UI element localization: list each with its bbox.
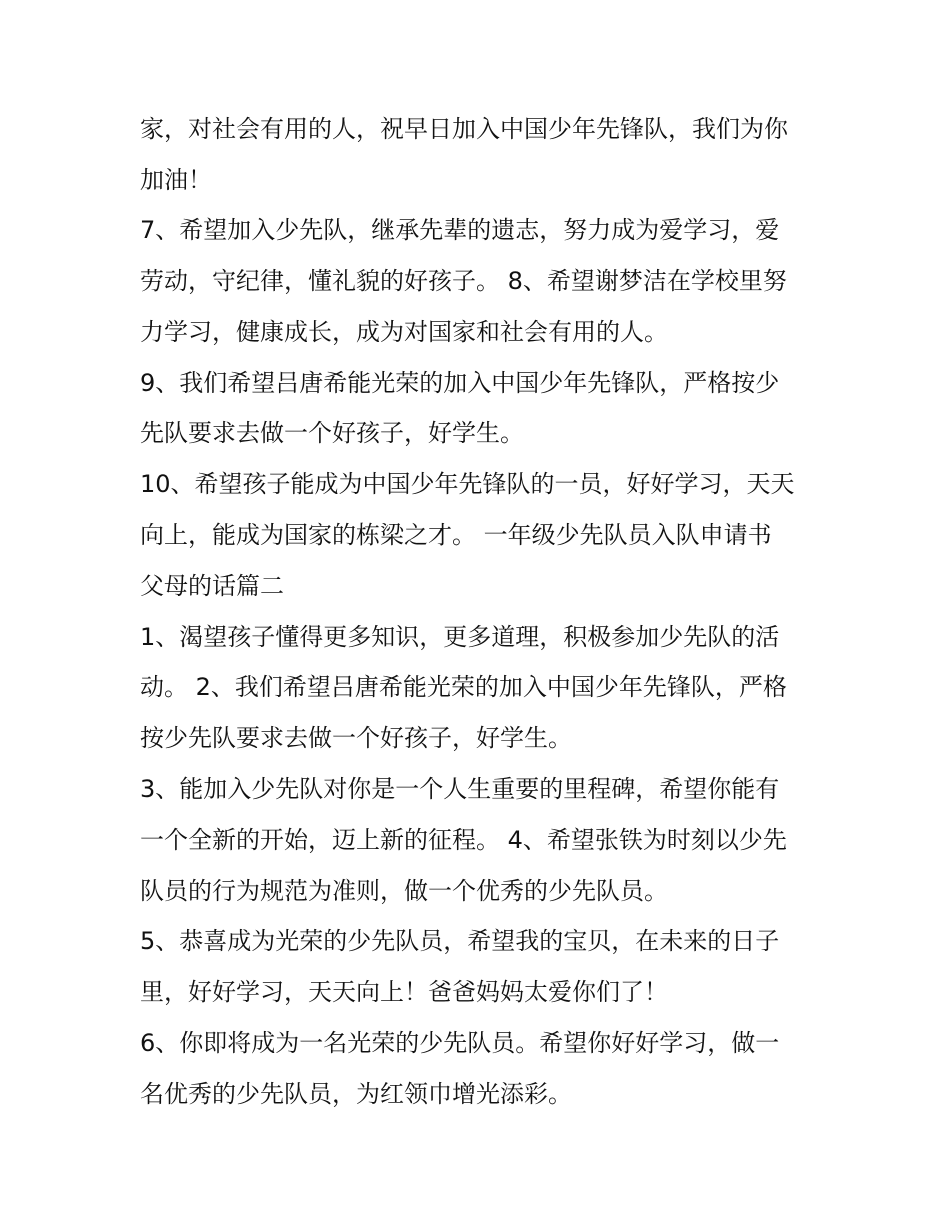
text-line: 家，对社会有用的人，祝早日加入中国少年先锋队，我们为你 (140, 115, 788, 143)
text-line: 队员的行为规范为准则，做一个优秀的少先队员。 (140, 877, 668, 905)
text-line: 5、恭喜成为光荣的少先队员，希望我的宝贝，在未来的日子 (140, 927, 780, 955)
text-line: 7、希望加入少先队，继承先辈的遗志，努力成为爱学习，爱 (140, 216, 780, 244)
text-line: 10、希望孩子能成为中国少年先锋队的一员，好好学习，天天 (140, 470, 795, 498)
text-line: 3、能加入少先队对你是一个人生重要的里程碑，希望你能有 (140, 775, 780, 803)
text-line: 里，好好学习，天天向上！爸爸妈妈太爱你们了！ (140, 978, 668, 1006)
text-line: 按少先队要求去做一个好孩子，好学生。 (140, 724, 572, 752)
text-line: 9、我们希望吕唐希能光荣的加入中国少年先锋队，严格按少 (140, 369, 780, 397)
text-line: 先队要求去做一个好孩子，好学生。 (140, 419, 524, 447)
text-line: 一个全新的开始，迈上新的征程。 4、希望张铁为时刻以少先 (140, 826, 787, 854)
text-line: 劳动，守纪律，懂礼貌的好孩子。 8、希望谢梦洁在学校里努 (140, 267, 787, 295)
text-line: 6、你即将成为一名光荣的少先队员。希望你好好学习，做一 (140, 1029, 780, 1057)
text-line: 力学习，健康成长，成为对国家和社会有用的人。 (140, 318, 668, 346)
text-line: 加油！ (140, 166, 212, 194)
text-line: 父母的话篇二 (140, 572, 284, 600)
text-line: 1、渴望孩子懂得更多知识，更多道理，积极参加少先队的活 (140, 623, 780, 651)
text-line: 名优秀的少先队员，为红领巾增光添彩。 (140, 1080, 572, 1108)
text-line: 向上，能成为国家的栋梁之才。 一年级少先队员入队申请书 (140, 521, 772, 549)
text-line: 动。 2、我们希望吕唐希能光荣的加入中国少年先锋队，严格 (140, 673, 787, 701)
